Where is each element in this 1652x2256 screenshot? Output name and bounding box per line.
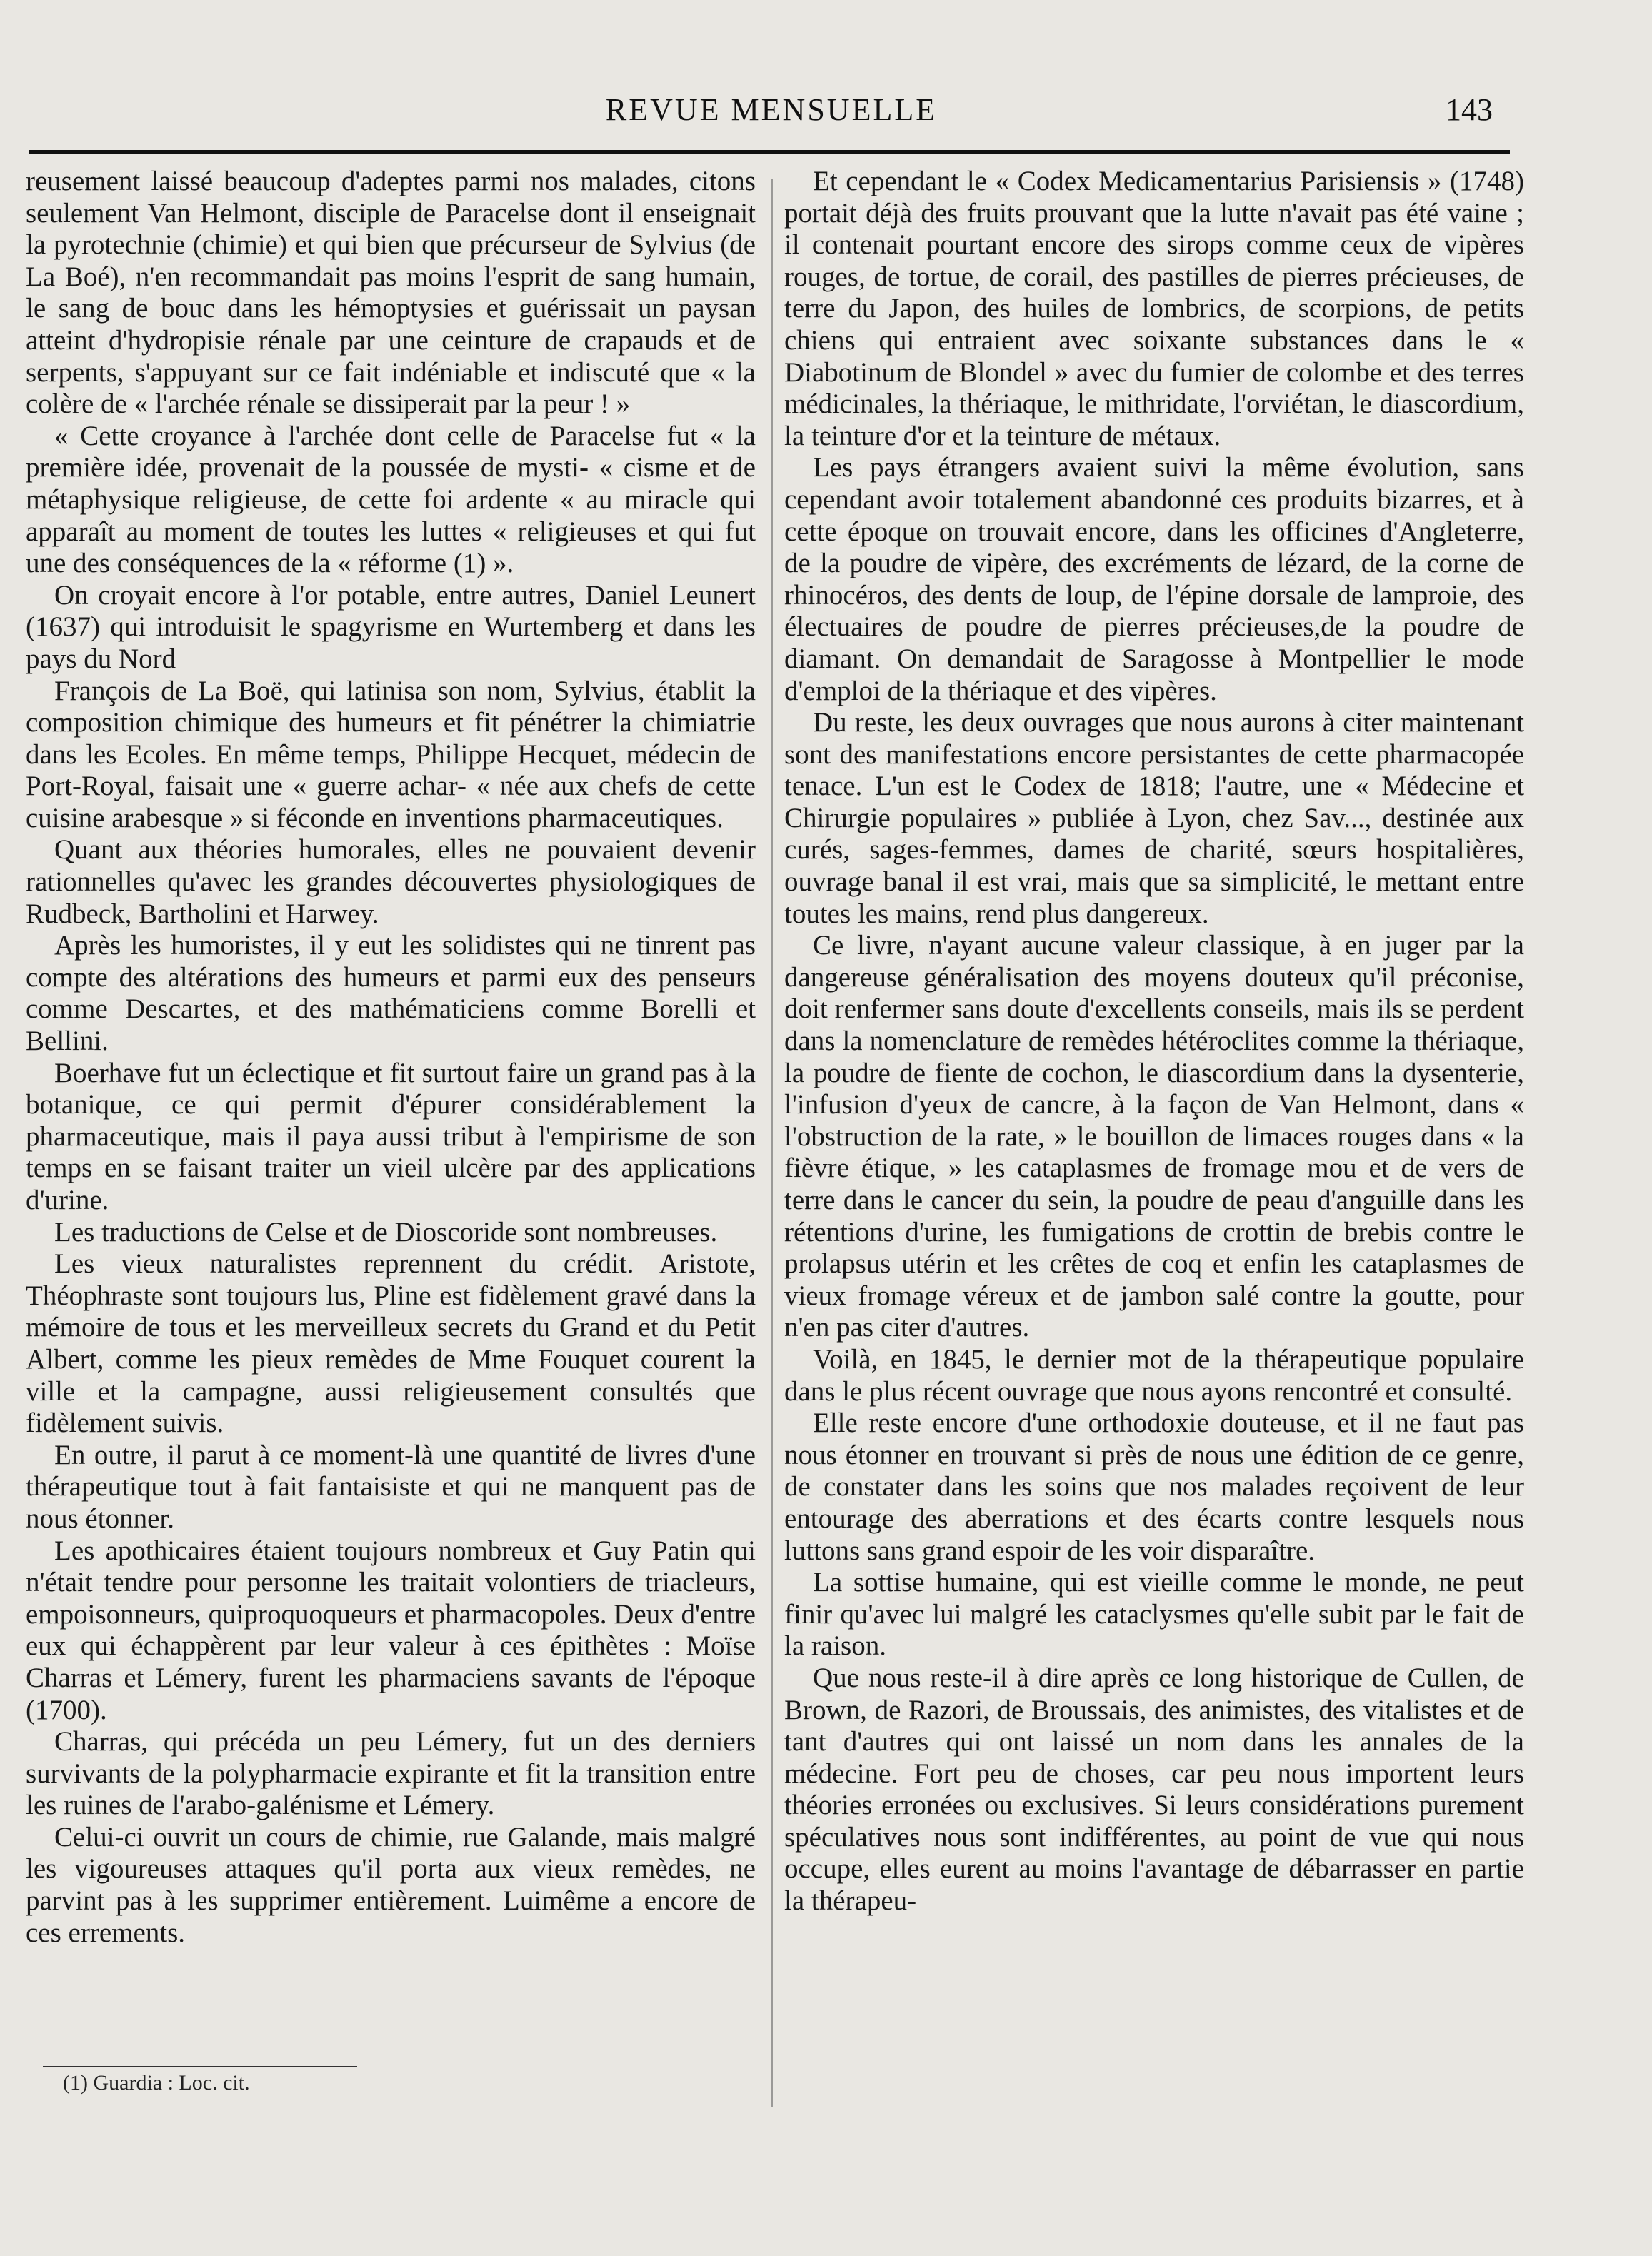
left-column-paragraph: François de La Boë, qui latinisa son nom, Sylvius, établit la composition chimique des humeurs et fit pénétrer la chimiatrie dans les Ecoles. En même temps, Philippe Hecquet, médecin de Port-Royal, faisait une « guerre achar- « née aux chefs de cette cuisine arabesque » si féconde en inventions pharmaceutiques. [26, 675, 756, 833]
left-column-paragraph: Les vieux naturalistes reprennent du crédit. Aristote, Théophraste sont toujours lus, Pline est fidèlement gravé dans la mémoire de tous et les merveilleux secrets du Grand et du Petit Albert, comme les pieux remèdes de Mme Fouquet courent la ville et la campagne, aussi religieusement consultés que fidèlement suivis. [26, 1248, 756, 1439]
right-column-paragraph: Elle reste encore d'une orthodoxie douteuse, et il ne faut pas nous étonner en trouvant si près de nous une édition de ce genre, de constater dans les soins que nos malades reçoivent de leur entourage des aberrations et des écarts contre lesquels nous luttons sans grand espoir de les voir disparaître. [784, 1408, 1524, 1566]
left-column-paragraph: Les apothicaires étaient toujours nombreux et Guy Patin qui n'était tendre pour personne les traitait volontiers de triacleurs, empoisonneurs, quiproquoqueurs et pharmacopoles. Deux d'entre eux qui échappèrent par leur valeur à ces épithètes : Moïse Charras et Lémery, furent les pharmaciens savants de l'époque (1700). [26, 1535, 756, 1725]
page-number: 143 [1446, 92, 1493, 127]
left-column-paragraph: On croyait encore à l'or potable, entre autres, Daniel Leunert (1637) qui introduisit le spagyrisme en Wurtemberg et dans les pays du Nord [26, 579, 756, 674]
left-column-paragraph: Charras, qui précéda un peu Lémery, fut un des derniers survivants de la polypharmacie expirante et fit la transition entre les ruines de l'arabo-galénisme et Lémery. [26, 1726, 756, 1821]
footnote: (1) Guardia : Loc. cit. [63, 2071, 250, 2095]
left-column-paragraph: Après les humoristes, il y eut les solidistes qui ne tinrent pas compte des altérations des humeurs et parmi eux des penseurs comme Descartes, et des mathématiciens comme Borelli et Bellini. [26, 930, 756, 1057]
left-column-paragraph: En outre, il parut à ce moment-là une quantité de livres d'une thérapeutique tout à fait fantaisiste et qui ne manquent pas de nous étonner. [26, 1439, 756, 1534]
left-column-paragraph: Boerhave fut un éclectique et fit surtout faire un grand pas à la botanique, ce qui permit d'épurer considérablement la pharmaceutique, mais il paya aussi tribut à l'empirisme de son temps en se faisant traiter un vieil ulcère par des applications d'urine. [26, 1057, 756, 1215]
running-title: REVUE MENSUELLE [605, 92, 938, 127]
right-column-paragraph: Du reste, les deux ouvrages que nous aurons à citer maintenant sont des manifestations encore persistantes de cette pharmacopée tenace. L'un est le Codex de 1818; l'autre, une « Médecine et Chirurgie populaires » publiée à Lyon, chez Sav..., destinée aux curés, sages-femmes, dames de charité, sœurs hospitalières, ouvrage banal il est vrai, mais que sa simplicité, le mettant entre toutes les mains, rend plus dangereux. [784, 707, 1524, 929]
column-divider [771, 179, 773, 2107]
right-column [784, 166, 1524, 1917]
left-column-paragraph: reusement laissé beaucoup d'adeptes parmi nos malades, citons seulement Van Helmont, disciple de Paracelse dont il enseignait la pyrotechnie (chimie) et qui bien que précurseur de Sylvius (de La Boé), n'en recommandait pas moins l'esprit de sang humain, le sang de bouc dans les hémoptysies et guérissait un paysan atteint d'hydropisie rénale par une ceinture de crapauds et de serpents, s'appuyant sur ce fait indéniable et indiscuté que « la colère de « l'archée rénale se dissiperait par la peur ! » [26, 166, 756, 420]
header-rule [29, 150, 1510, 154]
left-column-paragraph: Celui-ci ouvrit un cours de chimie, rue Galande, mais malgré les vigoureuses attaques qu'il porta aux vieux remèdes, ne parvint pas à les supprimer entièrement. Luimême a encore de ces errements. [26, 1821, 756, 1948]
left-column-paragraph: Quant aux théories humorales, elles ne pouvaient devenir rationnelles qu'avec les grandes découvertes physiologiques de Rudbeck, Bartholini et Harwey. [26, 834, 756, 929]
right-column-paragraph: Et cependant le « Codex Medicamentarius Parisiensis » (1748) portait déjà des fruits prouvant que la lutte n'avait pas été vaine ; il contenait pourtant encore des sirops comme ceux de vipères rouges, de tortue, de corail, des pastilles de pierres précieuses, de terre du Japon, des huiles de lombrics, de scorpions, de petits chiens qui entraient avec soixante substances dans le « Diabotinum de Blondel » avec du fumier de colombe et des terres médicinales, la thériaque, le mithridate, l'orviétan, le diascordium, la teinture d'or et la teinture de métaux. [784, 166, 1524, 451]
right-column-paragraph: Que nous reste-il à dire après ce long historique de Cullen, de Brown, de Razori, de Broussais, des animistes, des vitalistes et de tant d'autres qui ont laissé un nom dans les annales de la médecine. Fort peu de choses, car peu nous importent leurs théories erronées ou exclusives. Si leurs considérations purement spéculatives nous sont indifférentes, au point de vue qui nous occupe, elles eurent au moins l'avantage de débarrasser en partie la thérapeu- [784, 1662, 1524, 1917]
left-column-paragraph: « Cette croyance à l'archée dont celle de Paracelse fut « la première idée, provenait de la poussée de mysti- « cisme et de métaphysique religieuse, de cette foi ardente « au miracle qui apparaît au moment de toutes les luttes « religieuses et qui fut une des conséquences de la « réforme (1) ». [26, 420, 756, 579]
footnote-rule [43, 2066, 357, 2067]
page-header [29, 91, 1514, 134]
right-column-paragraph: Les pays étrangers avaient suivi la même évolution, sans cependant avoir totalement abandonné ces produits bizarres, et à cette époque on trouvait encore, dans les officines d'Angleterre, de la poudre de vipère, des excréments de lézard, de la corne de rhinocéros, des dents de loup, de l'épine dorsale de lamproie, des électuaires de poudre de pierres précieuses,de la poudre de diamant. On demandait de Saragosse à Montpellier le mode d'emploi de la thériaque et des vipères. [784, 452, 1524, 706]
left-column [26, 166, 756, 1949]
right-column-paragraph: La sottise humaine, qui est vieille comme le monde, ne peut finir qu'avec lui malgré les cataclysmes qu'elle subit par le fait de la raison. [784, 1567, 1524, 1662]
right-column-paragraph: Ce livre, n'ayant aucune valeur classique, à en juger par la dangereuse généralisation des moyens douteux qu'il préconise, doit renfermer sans doute d'excellents conseils, mais ils se perdent dans la nomenclature de remèdes hétéroclites comme la thériaque, la poudre de fiente de cochon, le diascordium dans la dysenterie, l'infusion d'yeux de cancre, à la façon de Van Helmont, dans « l'obstruction de la rate, » le bouillon de limaces rouges dans « la fièvre étique, » les cataplasmes de fromage mou et de vers de terre dans le cancer du sein, la poudre de peau d'anguille dans les rétentions d'urine, les fumigations de crottin de brebis contre le prolapsus utérin et les crêtes de coq et enfin les cataplasmes de vieux fromage véreux et de jambon salé contre la goutte, pour n'en pas citer d'autres. [784, 930, 1524, 1343]
left-column-paragraph: Les traductions de Celse et de Dioscoride sont nombreuses. [54, 1216, 718, 1248]
right-column-paragraph: Voilà, en 1845, le dernier mot de la thérapeutique populaire dans le plus récent ouvrage que nous ayons rencontré et consulté. [784, 1343, 1524, 1407]
